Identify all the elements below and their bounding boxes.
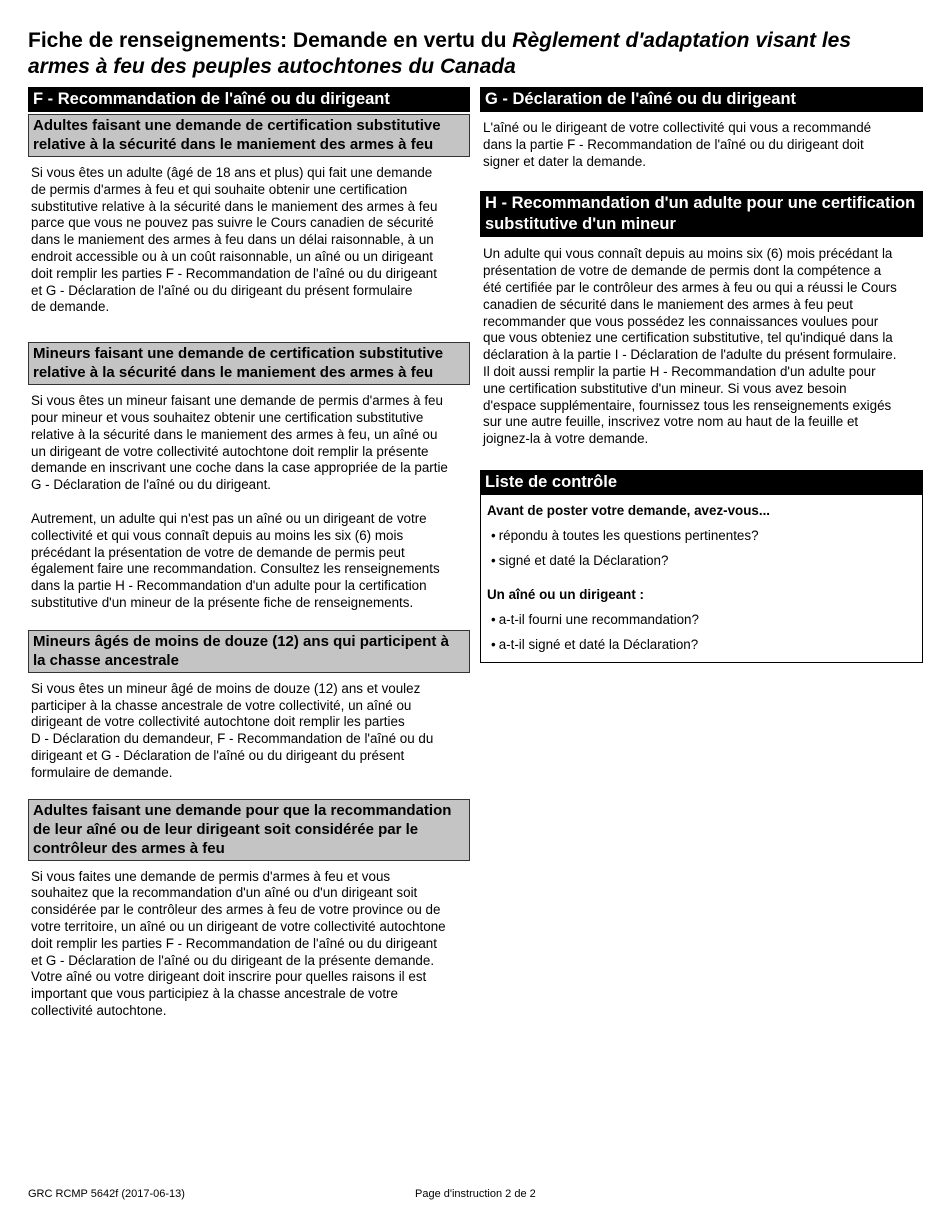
checklist-item: • répondu à toutes les questions pertinentes? [487, 528, 916, 545]
left-column [28, 87, 470, 1020]
title-italic-2: armes à feu des peuples autochtones du Canada [28, 55, 516, 78]
right-column [480, 87, 923, 663]
section-f-sub4-text: Si vous faites une demande de permis d'armes à feu et vous souhaitez que la recommandation d'un aîné ou d'un dirigeant soit considérée par le contrôleur des armes à feu de votre province ou de votre territoire, un aîné ou un dirigeant de votre collectivité autochtone doit remplir les parties F - Recommandation de l'aîné ou du dirigeant et G - Déclaration de l'aîné ou du dirigeant de la présente demande. Votre aîné ou votre dirigeant doit inscrire pour quelles raisons il est important que vous participiez à la chasse ancestrale de votre collectivité autochtone. [31, 868, 446, 1018]
footer-page-number: Page d'instruction 2 de 2 [415, 1188, 536, 1200]
checklist-q1: Avant de poster votre demande, avez-vous... [487, 502, 771, 518]
section-f-sub3-text: Si vous êtes un mineur âgé de moins de douze (12) ans et voulez participer à la chasse ancestrale de votre collectivité, un aîné ou dirigeant de votre collectivité autochtone doit remplir les parties D - Déclaration du demandeur, F - Recommandation de l'aîné ou du dirigeant et G - Déclaration de l'aîné ou du dirigeant du présent formulaire de demande. [31, 680, 434, 780]
checklist-q2: Un aîné ou un dirigeant : [487, 587, 644, 603]
section-f-sub2-title: Mineurs faisant une demande de certification substitutive relative à la sécurité dans le maniement des armes à feu [28, 342, 470, 385]
checklist-item: • a-t-il signé et daté la Déclaration? [487, 637, 916, 654]
section-f-sub3-title: Mineurs âgés de moins de douze (12) ans qui participent à la chasse ancestrale [28, 630, 470, 673]
title-italic-1: Règlement d'adaptation visant les [512, 29, 852, 52]
checklist-box [480, 495, 923, 663]
checklist-item: • a-t-il fourni une recommandation? [487, 612, 916, 629]
page-title [28, 28, 918, 80]
section-h-header: H - Recommandation d'un adulte pour une certification substitutive d'un mineur [480, 191, 923, 237]
section-h-text: Un adulte qui vous connaît depuis au moins six (6) mois précédant la présentation de votre de demande de permis dont la compétence a été certifiée par le contrôleur des armes à feu ou qui a réussi le Cours canadien de sécurité dans le maniement des armes à feu peut recommander que vous possédez les connaissances voulues pour que vous obteniez une certification substitutive, tel qu'indiqué dans la déclaration à la partie I - Déclaration de l'adulte du présent formulaire. Il doit aussi remplir la partie H - Recommandation d'un adulte pour une certification substitutive d'un mineur. Si vous avez besoin d'espace supplémentaire, fournissez tous les renseignements exigés sur une autre feuille, inscrivez votre nom au haut de la feuille et joignez-la à votre demande. [483, 246, 897, 447]
section-f-sub4-title: Adultes faisant une demande pour que la recommandation de leur aîné ou de leur dirigeant soit considérée par le contrôleur des armes à feu [28, 799, 470, 861]
section-g-text: L'aîné ou le dirigeant de votre collectivité qui vous a recommandé dans la partie F - Recommandation de l'aîné ou du dirigeant doit signer et dater la demande. [483, 120, 872, 169]
section-f-sub1-text: Si vous êtes un adulte (âgé de 18 ans et plus) qui fait une demande de permis d'armes à feu et qui souhaite obtenir une certification substitutive relative à la sécurité dans le maniement des armes à feu parce que vous ne pouvez pas suivre le Cours canadien de sécurité dans le maniement des armes à feu dans un délai raisonnable, à un endroit accessible ou à un coût raisonnable, un aîné ou un dirigeant doit remplir les parties F - Recommandation de l'aîné ou du dirigeant et G - Déclaration de l'aîné ou du dirigeant du présent formulaire de demande. [31, 165, 438, 315]
checklist-header: Liste de contrôle [480, 470, 923, 495]
section-f-sub2-text1: Si vous êtes un mineur faisant une demande de permis d'armes à feu pour mineur et vous souhaitez obtenir une certification substitutive relative à la sécurité dans le maniement des armes à feu, un aîné ou un dirigeant de votre collectivité autochtone doit remplir la présente demande en inscrivant une coche dans la case appropriée de la partie G - Déclaration de l'aîné ou du dirigeant. [31, 393, 448, 493]
section-f-sub2-text2: Autrement, un adulte qui n'est pas un aîné ou un dirigeant de votre collectivité et qui vous connaît depuis au moins les six (6) mois précédant la présentation de votre de demande de permis peut également faire une recommandation. Consultez les renseignements dans la partie H - Recommandation d'un adulte pour la certification substitutive d'un mineur de la présente fiche de renseignements. [31, 510, 440, 610]
section-f-header: F - Recommandation de l'aîné ou du dirigeant [28, 87, 470, 112]
section-f-sub1-title: Adultes faisant une demande de certification substitutive relative à la sécurité dans le maniement des armes à feu [28, 114, 470, 157]
checklist-item: • signé et daté la Déclaration? [487, 553, 916, 570]
section-g-header: G - Déclaration de l'aîné ou du dirigeant [480, 87, 923, 112]
footer-form-id: GRC RCMP 5642f (2017-06-13) [28, 1188, 185, 1200]
title-prefix: Fiche de renseignements: Demande en vertu du [28, 29, 513, 52]
